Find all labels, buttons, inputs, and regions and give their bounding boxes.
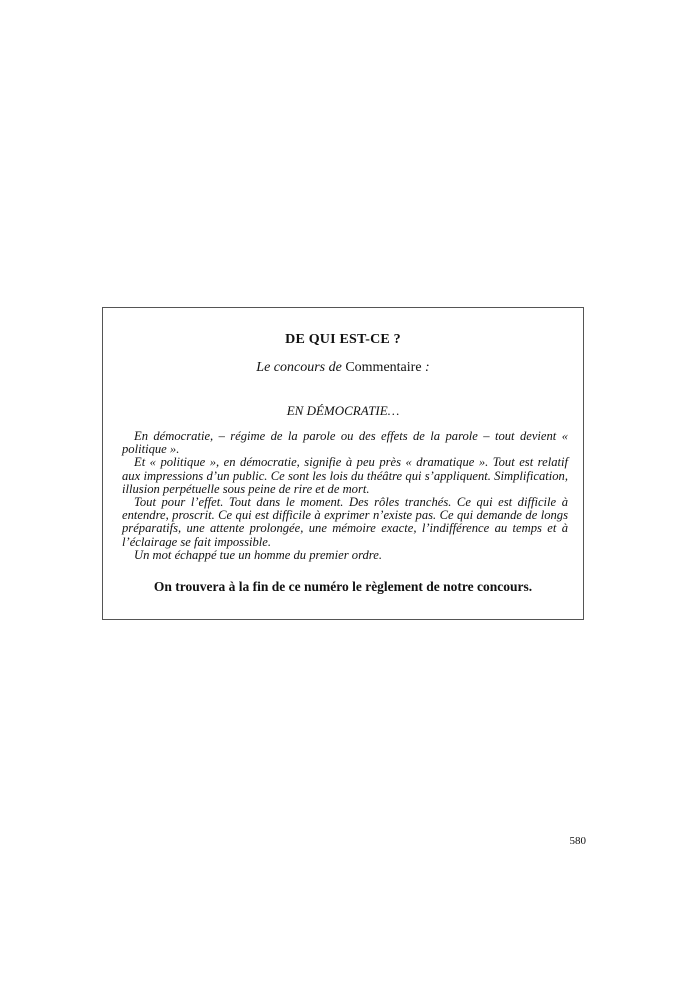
contest-notice: On trouvera à la fin de ce numéro le règlement de notre concours.: [153, 579, 533, 594]
subtitle-italic: Le concours de: [256, 360, 342, 375]
contest-box: [102, 307, 584, 620]
quote-heading: EN DÉMOCRATIE…: [286, 403, 400, 418]
page-number: 580: [569, 835, 586, 847]
quote-paragraph: Tout pour l’effet. Tout dans le moment. Des rôles tranchés. Ce qui est difficile à entendre, proscrit. Ce qui est difficile à exprimer n’existe pas. Ce qui demande de longs préparatifs, une attente prolongée, une mémoire exacte, l’indifférence au temps et à l’éclairage se fait impossible.: [122, 495, 568, 549]
contest-title: DE QUI EST-CE ?: [285, 332, 401, 347]
quote-text: [122, 430, 568, 562]
quote-paragraph: Un mot échappé tue un homme du premier ordre.: [134, 547, 382, 562]
quote-paragraph: Et « politique », en démocratie, signifie à peu près « dramatique ». Tout est relatif aux impressions d’un public. Ce sont les lois du théâtre qui s’appliquent. Simplification, illusion perpétuelle sous peine de rire et de mort.: [122, 455, 568, 496]
subtitle-colon: :: [425, 360, 430, 375]
contest-subtitle: [103, 360, 583, 376]
quote-paragraph: En démocratie, – régime de la parole ou des effets de la parole – tout devient « politique ».: [122, 429, 568, 457]
subtitle-journal-name: Commentaire: [345, 360, 422, 375]
